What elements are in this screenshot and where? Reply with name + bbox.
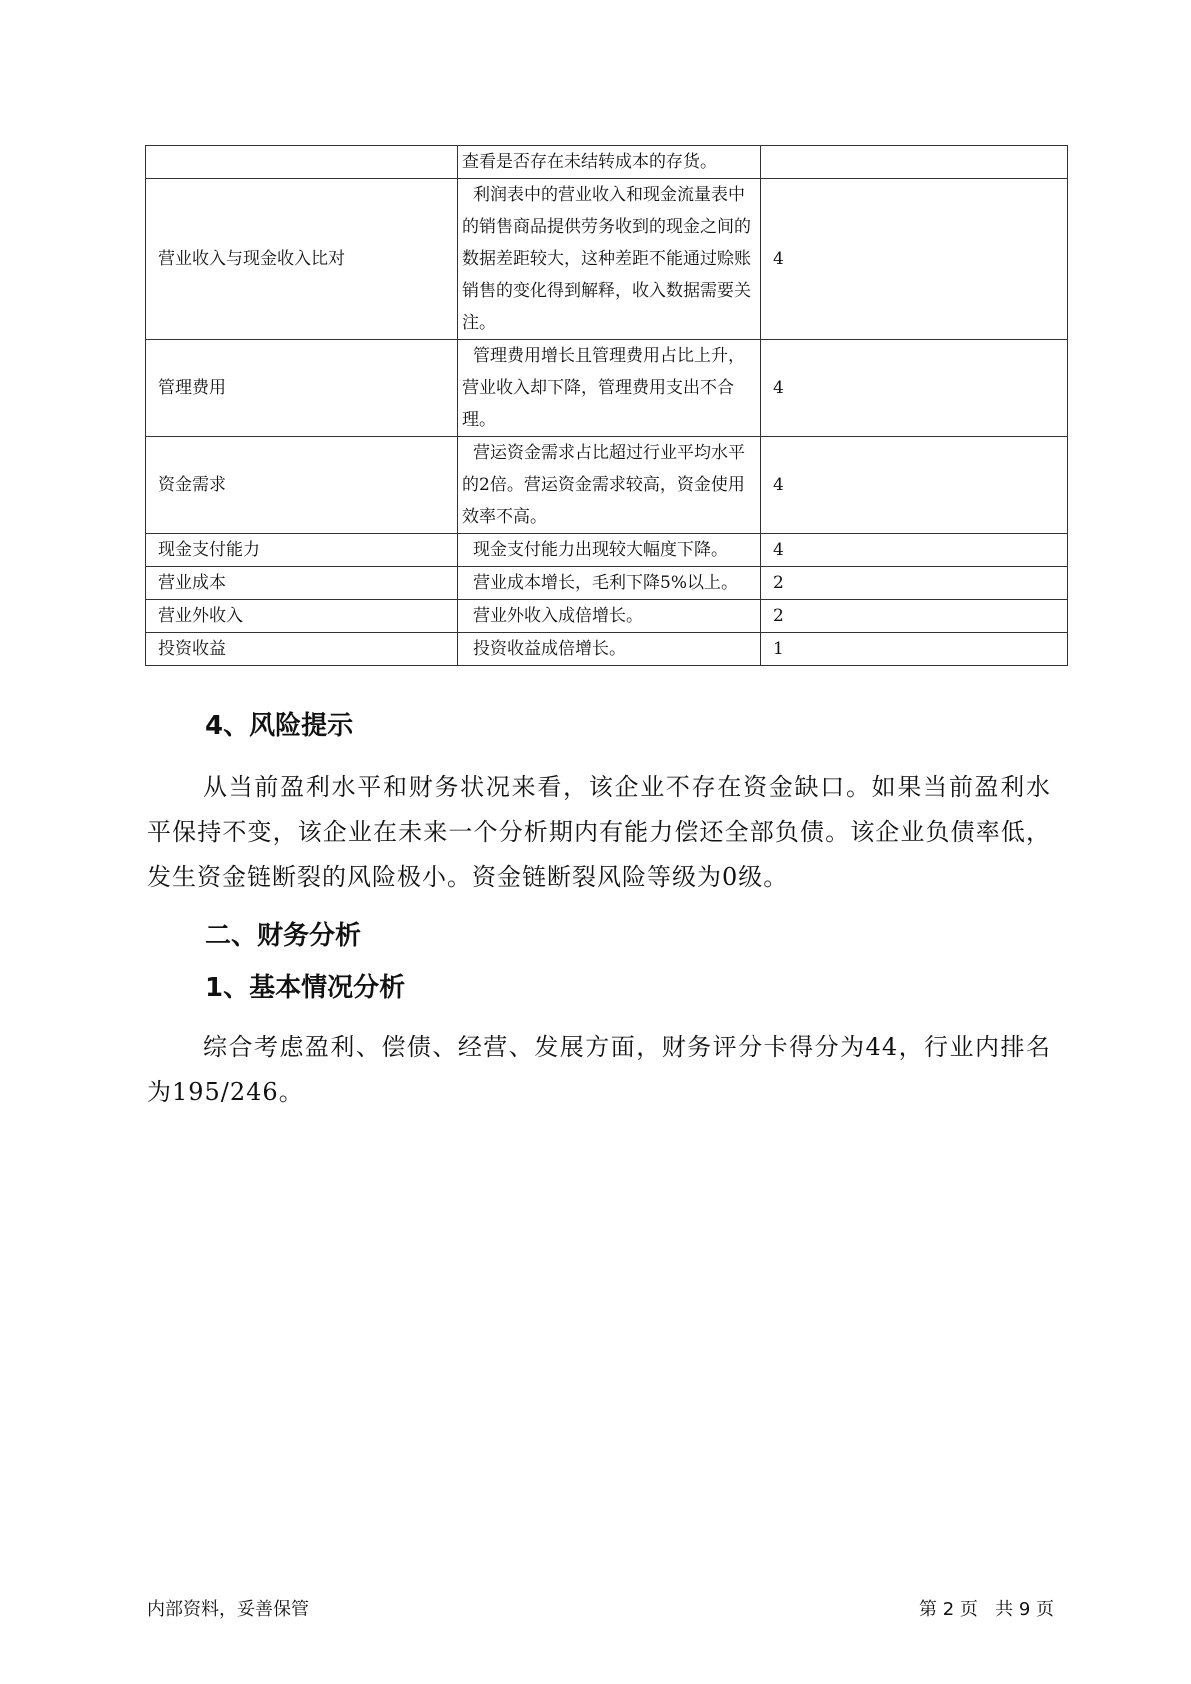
risk-level-cell: 2: [761, 567, 1068, 600]
table-row: [146, 567, 1068, 600]
risk-level-cell: 2: [761, 600, 1068, 633]
indicator-name-cell: 营业收入与现金收入比对: [146, 179, 458, 340]
risk-description-cell: 营业成本增长，毛利下降5%以上。: [458, 567, 761, 600]
risk-description-cell: 现金支付能力出现较大幅度下降。: [458, 534, 761, 567]
risk-description-cell: 管理费用增长且管理费用占比上升，营业收入却下降，管理费用支出不合理。: [458, 340, 761, 437]
risk-level-cell: [761, 146, 1068, 179]
basic-analysis-heading: 1、基本情况分析: [205, 973, 406, 1003]
table-row: [146, 146, 1068, 179]
indicator-name-cell: 投资收益: [146, 633, 458, 666]
basic-analysis-paragraph: 综合考虑盈利、偿债、经营、发展方面，财务评分卡得分为44，行业内排名为195/246。: [147, 1033, 1051, 1106]
risk-description-cell: 营运资金需求占比超过行业平均水平的2倍。营运资金需求较高，资金使用效率不高。: [458, 437, 761, 534]
indicator-name-cell: [146, 146, 458, 179]
risk-level-cell: 1: [761, 633, 1068, 666]
table-row: [146, 437, 1068, 534]
indicator-name-cell: 现金支付能力: [146, 534, 458, 567]
risk-warning-heading: 4、风险提示: [205, 711, 354, 741]
footer-page-number: 第 2 页 共 9 页: [919, 1599, 1054, 1620]
financial-analysis-heading: 二、财务分析: [205, 921, 362, 951]
risk-level-cell: 4: [761, 179, 1068, 340]
risk-description-cell: 营业外收入成倍增长。: [458, 600, 761, 633]
risk-level-cell: 4: [761, 437, 1068, 534]
indicator-name-cell: 营业外收入: [146, 600, 458, 633]
table-row: [146, 534, 1068, 567]
risk-level-cell: 4: [761, 534, 1068, 567]
risk-indicator-table: [145, 145, 1068, 666]
indicator-name-cell: 营业成本: [146, 567, 458, 600]
risk-warning-paragraph: 从当前盈利水平和财务状况来看，该企业不存在资金缺口。如果当前盈利水平保持不变，该企业在未来一个分析期内有能力偿还全部负债。该企业负债率低，发生资金链断裂的风险极小。资金链断裂风险等级为0级。: [147, 773, 1051, 891]
risk-description-cell: 投资收益成倍增长。: [458, 633, 761, 666]
risk-description-cell: 查看是否存在未结转成本的存货。: [458, 146, 761, 179]
table-row: [146, 633, 1068, 666]
footer-confidential-note: 内部资料，妥善保管: [147, 1599, 309, 1620]
risk-level-cell: 4: [761, 340, 1068, 437]
table-row: [146, 179, 1068, 340]
indicator-name-cell: 管理费用: [146, 340, 458, 437]
table-row: [146, 340, 1068, 437]
table-row: [146, 600, 1068, 633]
risk-description-cell: 利润表中的营业收入和现金流量表中的销售商品提供劳务收到的现金之间的数据差距较大，这种差距不能通过赊账销售的变化得到解释，收入数据需要关注。: [458, 179, 761, 340]
indicator-name-cell: 资金需求: [146, 437, 458, 534]
